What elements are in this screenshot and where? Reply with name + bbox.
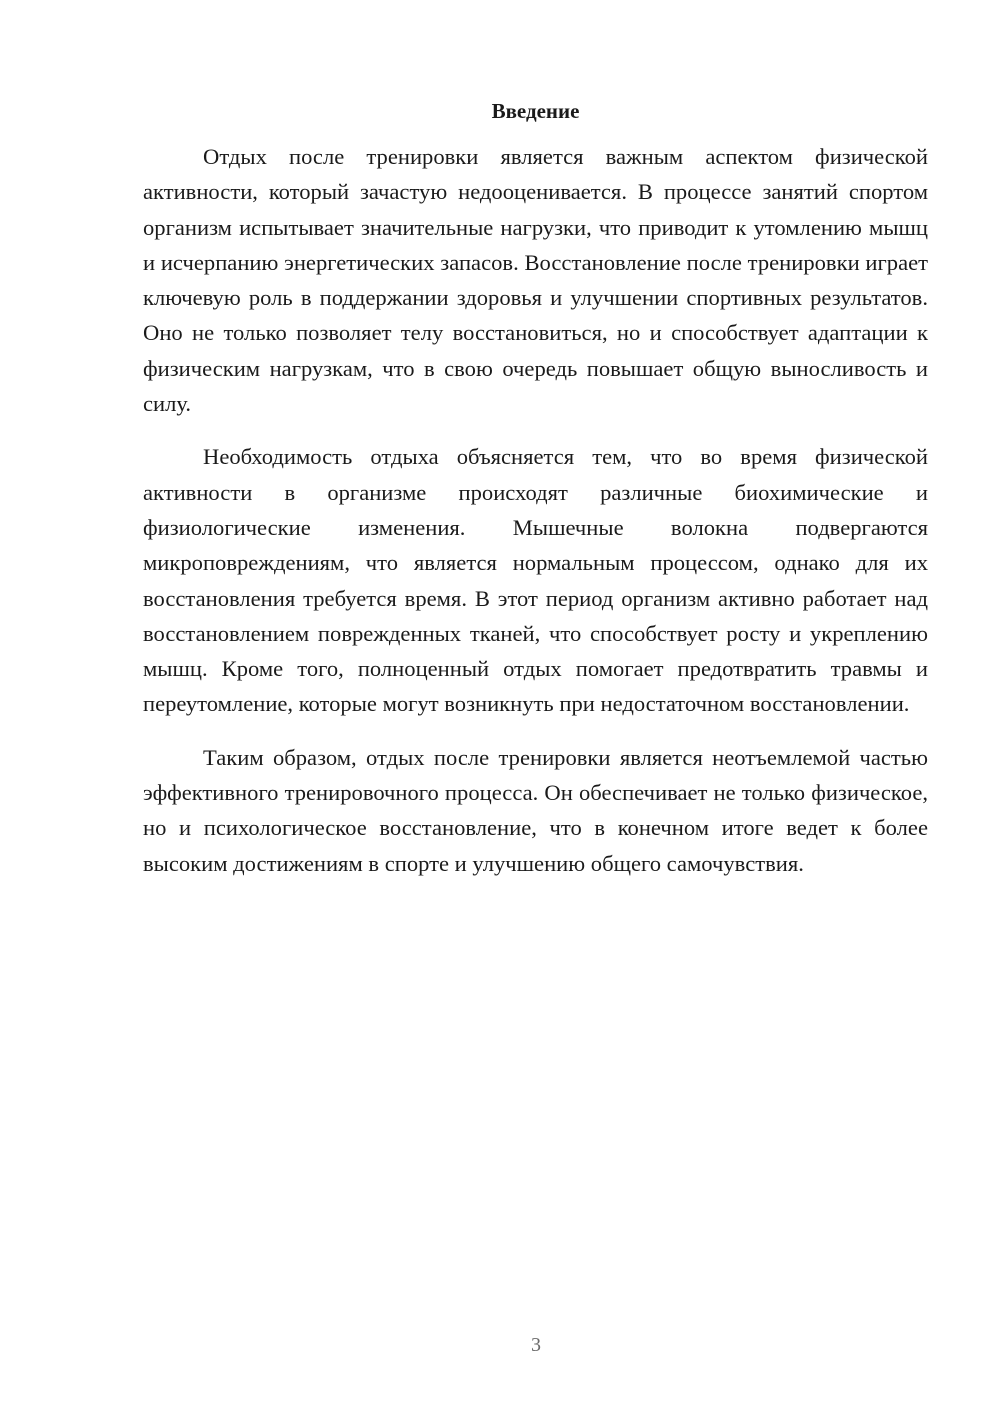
section-title: Введение bbox=[491, 99, 580, 123]
paragraph-2: Необходимость отдыха объясняется тем, что во время физической активности в организме происходят различные биохимические и физиологические изменения. Мышечные волокна подвергаются микроповреждениям, что является нормальным процессом, однако для их восстановления требуется время. В этот период организм активно работает над восстановлением поврежденных тканей, что способствует росту и укреплению мышц. Кроме того, полноценный отдых помогает предотвратить травмы и переутомление, которые могут возникнуть при недостаточном восстановлении. bbox=[143, 444, 928, 717]
page-number: 3 bbox=[531, 1334, 541, 1356]
paragraph-1: Отдых после тренировки является важным аспектом физической активности, который зачастую недооценивается. В процессе занятий спортом организм испытывает значительные нагрузки, что приводит к утомлению мышц и исчерпанию энергетических запасов. Восстановление после тренировки играет ключевую роль в поддержании здоровья и улучшении спортивных результатов. Оно не только позволяет телу восстановиться, но и способствует адаптации к физическим нагрузкам, что в свою очередь повышает общую выносливость и силу. bbox=[143, 144, 928, 417]
paragraph-3: Таким образом, отдых после тренировки является неотъемлемой частью эффективного тренировочного процесса. Он обеспечивает не только физическое, но и психологическое восстановление, что в конечном итоге ведет к более высоким достижениям в спорте и улучшению общего самочувствия. bbox=[143, 744, 928, 876]
page-content bbox=[143, 96, 928, 899]
